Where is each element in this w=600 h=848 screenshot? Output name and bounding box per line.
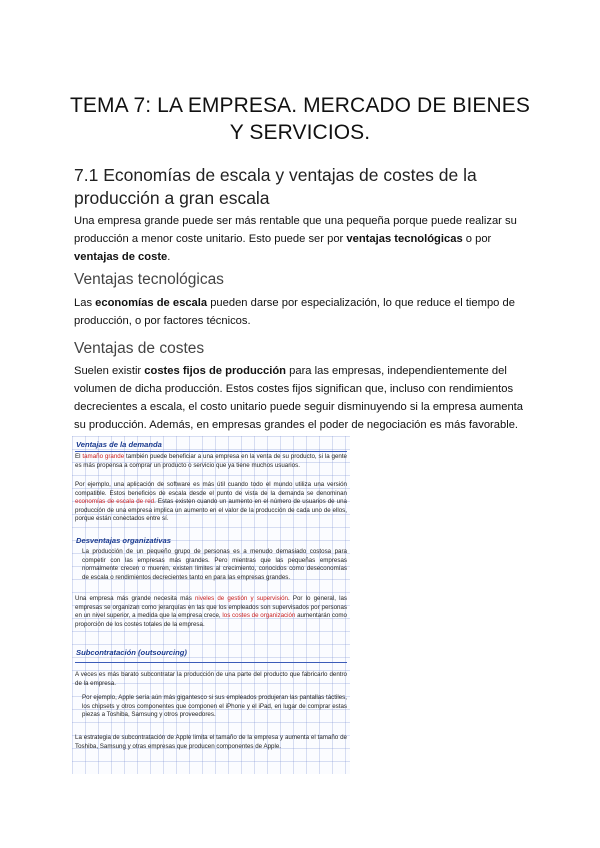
tech-paragraph: [74, 294, 526, 330]
notes-highlight: economías de escala de red: [75, 498, 155, 506]
notes-highlight: niveles de gestión y supervisión: [194, 595, 288, 602]
tech-text: Las: [74, 297, 96, 309]
notes-divider: [75, 662, 347, 663]
costs-bold: costes fijos de producción: [144, 365, 287, 377]
notes-paragraph-6: Por ejemplo, Apple sería aún más gigantesco si sus empleados produjeran las pantallas táctiles, los chipsets y otros componentes que componen el iPhone y el iPad, en lugar de comprar estas piezas a Toshiba, Samsung y otros proveedores.: [82, 694, 347, 719]
notes-paragraph-3: La producción de un pequeño grupo de personas es a menudo demasiado costosa para competir con las empresas más grandes. Pero mientras que las pequeñas empresas normalmente crecen o mueren, existen límites al crecimiento, conocidos como deseconomías de escala o rendimientos decrecientes tanto en para las empresas grandes.: [82, 548, 347, 581]
notes-highlight: tamaño grande: [82, 453, 125, 460]
costs-heading: Ventajas de costes: [74, 340, 205, 357]
notes-paragraph-1: El tamaño grande también puede beneficiar a una empresa en la venta de su producto, si la gente es más propensa a comprar un producto o servicio que ya tiene muchos usuarios.: [75, 453, 347, 469]
costs-text: para las empresas, independientemente del volumen de dicha producción. Estos costes fijos significan que, incluso con rendimientos decrecientes a escala, el costo unitario puede seguir disminuyendo si la empresa aumenta su producción. Además, en empresas grandes el poder de negociación es más favorable.: [74, 365, 524, 431]
notes-heading-organization: Desventajas organizativas: [76, 536, 171, 545]
notes-paragraph-4: Una empresa más grande necesita más niveles de gestión y supervisión. Por lo general, las empresas se organizan como jerarquías en las que los empleados son supervisados por personas en un nivel superior, a medida que la empresa crece, los costes de organización aumentarán como proporción de los costes totales de la empresa.: [75, 595, 348, 628]
tech-heading: Ventajas tecnológicas: [74, 271, 224, 288]
notes-heading-demand: Ventajas de la demanda: [76, 440, 162, 449]
page-title: [40, 92, 560, 146]
title-line-1: TEMA 7: LA EMPRESA. MERCADO DE BIENES: [70, 94, 530, 117]
notes-heading-outsourcing: Subcontratación (outsourcing): [76, 648, 187, 657]
section-heading: 7.1 Economías de escala y ventajas de costes de la producción a gran escala: [74, 165, 477, 208]
intro-bold-cost: ventajas de coste: [74, 251, 168, 263]
title-line-2: Y SERVICIOS.: [229, 121, 371, 144]
intro-text: Una empresa grande puede ser más rentable que una pequeña porque puede realizar su producción a menor coste unitario. Esto puede ser por: [74, 215, 517, 245]
intro-bold-tech: ventajas tecnológicas: [346, 233, 463, 245]
notes-divider: [75, 451, 347, 452]
intro-text: o por: [462, 233, 492, 245]
handwritten-notes-image: [72, 436, 350, 774]
notes-paragraph-5: A veces es más barato subcontratar la producción de una parte del producto que fabricarlo dentro de la empresa.: [75, 671, 347, 687]
intro-text: .: [167, 251, 171, 263]
costs-paragraph: [74, 362, 526, 434]
tech-bold: economías de escala: [95, 297, 208, 309]
tech-text: pueden darse por especialización, lo que reduce el tiempo de producción, o por factores técnicos.: [74, 297, 515, 327]
notes-highlight: los costes de organización: [222, 612, 296, 620]
costs-text: Suelen existir: [74, 365, 145, 377]
notes-paragraph-7: La estrategia de subcontratación de Apple limita el tamaño de la empresa y aumenta el tamaño de Toshiba, Samsung y otras empresas que producen componentes de Apple.: [75, 734, 347, 750]
notes-paragraph-2: Por ejemplo, una aplicación de software es más útil cuando todo el mundo utiliza una versión compatible. Estos beneficios de escala desde el punto de vista de la demanda se denominan economías de escala de red. Estas existen cuando un aumento en el número de usuarios de una producción de una empresa implica un aumento en el valor de la producción de cada uno de ellos, porque están conectados entre sí.: [75, 481, 347, 523]
intro-paragraph: [74, 212, 526, 266]
